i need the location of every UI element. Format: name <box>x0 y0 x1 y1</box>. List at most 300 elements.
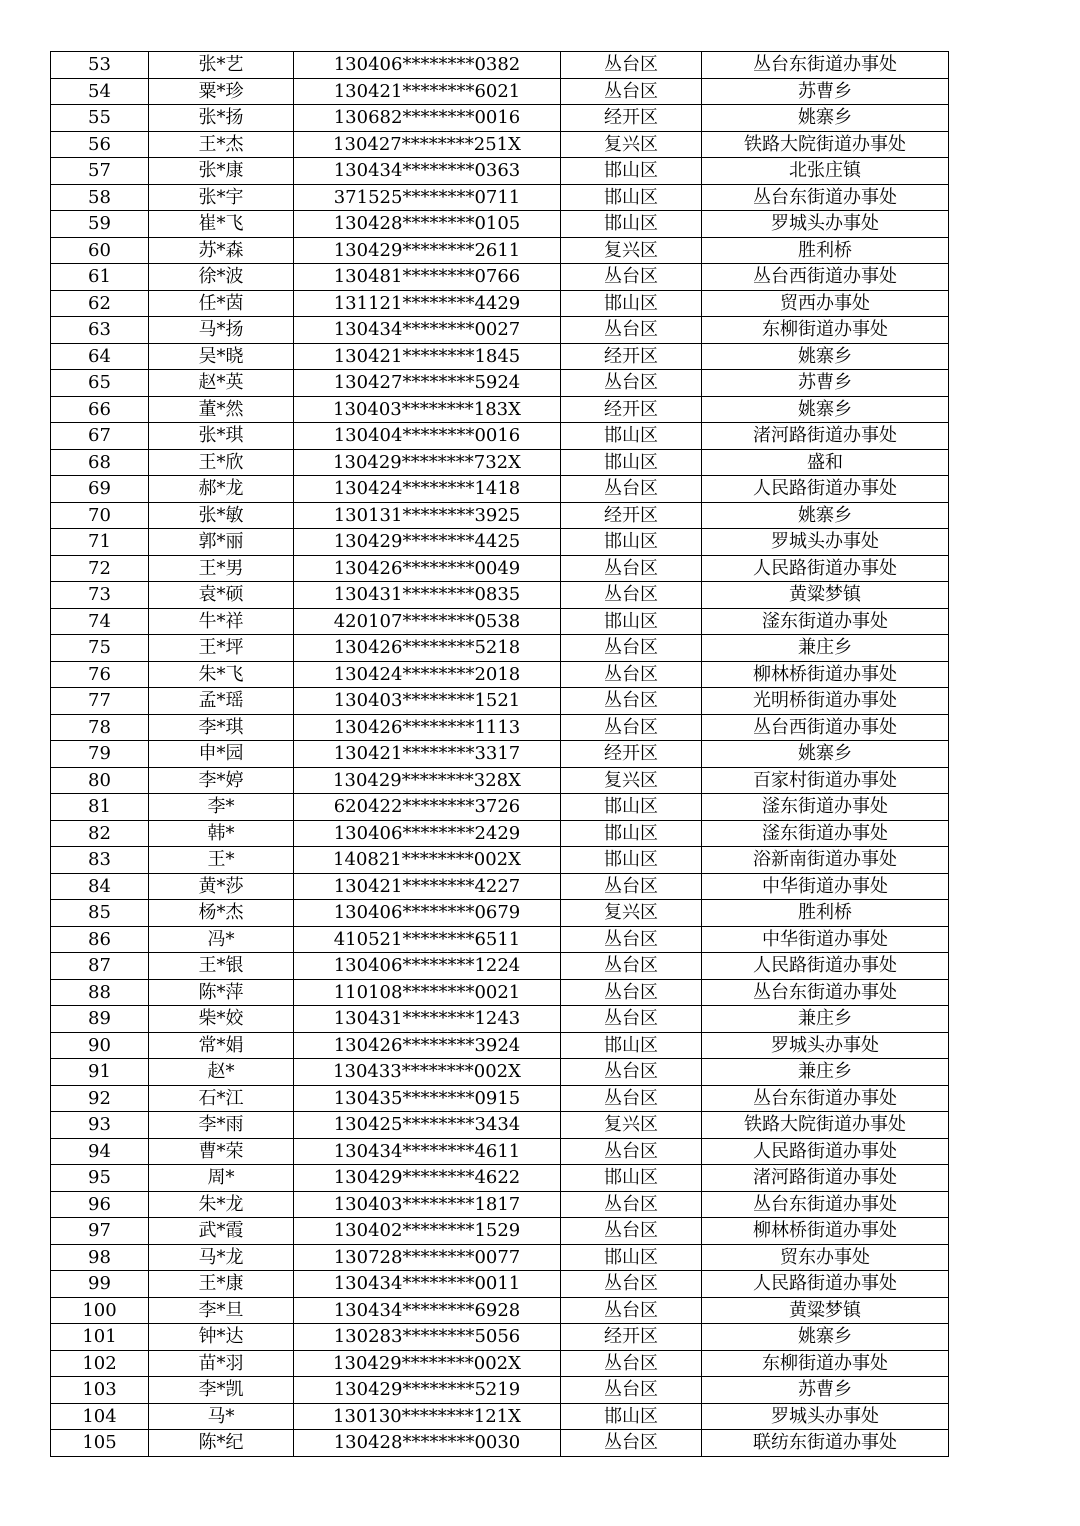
cell-district: 复兴区 <box>561 767 702 794</box>
cell-id-number: 130431********1243 <box>294 1006 561 1033</box>
cell-district: 丛台区 <box>561 264 702 291</box>
table-row <box>51 1138 949 1165</box>
cell-id-number: 130429********5219 <box>294 1377 561 1404</box>
cell-street-office: 盛和 <box>702 449 949 476</box>
table-row <box>51 873 949 900</box>
cell-id-number: 130426********1113 <box>294 714 561 741</box>
cell-id-number: 130426********0049 <box>294 555 561 582</box>
cell-id-number: 130406********1224 <box>294 953 561 980</box>
cell-name: 李*凯 <box>149 1377 294 1404</box>
cell-serial-number: 60 <box>51 237 149 264</box>
cell-name: 王*欣 <box>149 449 294 476</box>
cell-id-number: 130428********0105 <box>294 211 561 238</box>
cell-serial-number: 68 <box>51 449 149 476</box>
cell-district: 丛台区 <box>561 953 702 980</box>
cell-serial-number: 64 <box>51 343 149 370</box>
cell-name: 马*扬 <box>149 317 294 344</box>
cell-district: 邯山区 <box>561 820 702 847</box>
cell-district: 丛台区 <box>561 1006 702 1033</box>
cell-id-number: 130404********0016 <box>294 423 561 450</box>
cell-district: 丛台区 <box>561 1059 702 1086</box>
cell-name: 曹*荣 <box>149 1138 294 1165</box>
cell-district: 邯山区 <box>561 423 702 450</box>
cell-name: 武*霞 <box>149 1218 294 1245</box>
cell-street-office: 苏曹乡 <box>702 78 949 105</box>
cell-name: 黄*莎 <box>149 873 294 900</box>
cell-district: 丛台区 <box>561 926 702 953</box>
cell-id-number: 130434********6928 <box>294 1297 561 1324</box>
cell-name: 张*敏 <box>149 502 294 529</box>
cell-district: 邯山区 <box>561 1403 702 1430</box>
cell-name: 徐*波 <box>149 264 294 291</box>
cell-serial-number: 104 <box>51 1403 149 1430</box>
cell-id-number: 130424********1418 <box>294 476 561 503</box>
cell-serial-number: 61 <box>51 264 149 291</box>
cell-name: 朱*龙 <box>149 1191 294 1218</box>
table-row <box>51 131 949 158</box>
cell-street-office: 柳林桥街道办事处 <box>702 1218 949 1245</box>
table-row <box>51 264 949 291</box>
cell-name: 粟*珍 <box>149 78 294 105</box>
table-row <box>51 1244 949 1271</box>
cell-name: 马*龙 <box>149 1244 294 1271</box>
cell-serial-number: 99 <box>51 1271 149 1298</box>
cell-id-number: 620422********3726 <box>294 794 561 821</box>
cell-serial-number: 100 <box>51 1297 149 1324</box>
cell-name: 任*茵 <box>149 290 294 317</box>
cell-serial-number: 94 <box>51 1138 149 1165</box>
cell-id-number: 130403********183X <box>294 396 561 423</box>
table-row <box>51 953 949 980</box>
cell-district: 邯山区 <box>561 608 702 635</box>
cell-district: 丛台区 <box>561 1138 702 1165</box>
cell-serial-number: 71 <box>51 529 149 556</box>
cell-district: 经开区 <box>561 741 702 768</box>
table-row <box>51 423 949 450</box>
cell-district: 丛台区 <box>561 555 702 582</box>
cell-name: 张*艺 <box>149 52 294 79</box>
cell-district: 丛台区 <box>561 979 702 1006</box>
cell-district: 邯山区 <box>561 1165 702 1192</box>
table-row <box>51 979 949 1006</box>
cell-street-office: 光明桥街道办事处 <box>702 688 949 715</box>
cell-name: 冯* <box>149 926 294 953</box>
table-row <box>51 635 949 662</box>
cell-serial-number: 83 <box>51 847 149 874</box>
cell-district: 丛台区 <box>561 317 702 344</box>
table-row <box>51 78 949 105</box>
table-row <box>51 1430 949 1457</box>
cell-street-office: 中华街道办事处 <box>702 926 949 953</box>
table-row <box>51 1006 949 1033</box>
cell-district: 经开区 <box>561 502 702 529</box>
cell-name: 张*琪 <box>149 423 294 450</box>
cell-id-number: 130426********3924 <box>294 1032 561 1059</box>
cell-name: 孟*瑶 <box>149 688 294 715</box>
table-row <box>51 741 949 768</box>
cell-street-office: 贸东办事处 <box>702 1244 949 1271</box>
cell-id-number: 130403********1521 <box>294 688 561 715</box>
cell-id-number: 130131********3925 <box>294 502 561 529</box>
cell-serial-number: 69 <box>51 476 149 503</box>
cell-serial-number: 101 <box>51 1324 149 1351</box>
cell-street-office: 人民路街道办事处 <box>702 1138 949 1165</box>
table-row <box>51 900 949 927</box>
cell-name: 李*雨 <box>149 1112 294 1139</box>
cell-street-office: 东柳街道办事处 <box>702 317 949 344</box>
cell-district: 邯山区 <box>561 847 702 874</box>
cell-serial-number: 56 <box>51 131 149 158</box>
cell-street-office: 渚河路街道办事处 <box>702 1165 949 1192</box>
cell-id-number: 110108********0021 <box>294 979 561 1006</box>
cell-serial-number: 85 <box>51 900 149 927</box>
table-row <box>51 555 949 582</box>
cell-district: 复兴区 <box>561 1112 702 1139</box>
cell-serial-number: 55 <box>51 105 149 132</box>
cell-id-number: 130425********3434 <box>294 1112 561 1139</box>
cell-street-office: 北张庄镇 <box>702 158 949 185</box>
table-row <box>51 476 949 503</box>
table-row <box>51 794 949 821</box>
cell-id-number: 131121********4429 <box>294 290 561 317</box>
cell-name: 李* <box>149 794 294 821</box>
cell-street-office: 胜利桥 <box>702 900 949 927</box>
cell-id-number: 130429********732X <box>294 449 561 476</box>
cell-serial-number: 58 <box>51 184 149 211</box>
cell-district: 丛台区 <box>561 1430 702 1457</box>
cell-id-number: 130434********4611 <box>294 1138 561 1165</box>
table-row <box>51 1271 949 1298</box>
cell-district: 丛台区 <box>561 1085 702 1112</box>
cell-name: 王* <box>149 847 294 874</box>
cell-district: 经开区 <box>561 1324 702 1351</box>
cell-name: 吴*晓 <box>149 343 294 370</box>
cell-id-number: 130434********0011 <box>294 1271 561 1298</box>
table-row <box>51 926 949 953</box>
cell-name: 王*康 <box>149 1271 294 1298</box>
cell-street-office: 姚寨乡 <box>702 741 949 768</box>
cell-district: 丛台区 <box>561 370 702 397</box>
cell-name: 马* <box>149 1403 294 1430</box>
cell-name: 王*坪 <box>149 635 294 662</box>
cell-street-office: 滏东街道办事处 <box>702 820 949 847</box>
cell-serial-number: 75 <box>51 635 149 662</box>
table-row <box>51 52 949 79</box>
table-row <box>51 1059 949 1086</box>
cell-serial-number: 79 <box>51 741 149 768</box>
cell-name: 王*男 <box>149 555 294 582</box>
cell-street-office: 罗城头办事处 <box>702 211 949 238</box>
cell-street-office: 百家村街道办事处 <box>702 767 949 794</box>
cell-serial-number: 66 <box>51 396 149 423</box>
table-row <box>51 1191 949 1218</box>
cell-district: 复兴区 <box>561 131 702 158</box>
cell-name: 李*旦 <box>149 1297 294 1324</box>
cell-id-number: 130402********1529 <box>294 1218 561 1245</box>
cell-serial-number: 86 <box>51 926 149 953</box>
cell-street-office: 罗城头办事处 <box>702 1032 949 1059</box>
cell-district: 复兴区 <box>561 237 702 264</box>
cell-id-number: 130428********0030 <box>294 1430 561 1457</box>
cell-name: 赵*英 <box>149 370 294 397</box>
cell-district: 丛台区 <box>561 688 702 715</box>
cell-id-number: 130434********0027 <box>294 317 561 344</box>
cell-id-number: 130424********2018 <box>294 661 561 688</box>
table-row <box>51 158 949 185</box>
cell-name: 董*然 <box>149 396 294 423</box>
cell-name: 朱*飞 <box>149 661 294 688</box>
table-row <box>51 688 949 715</box>
table-row <box>51 237 949 264</box>
cell-serial-number: 90 <box>51 1032 149 1059</box>
cell-district: 邯山区 <box>561 290 702 317</box>
table-row <box>51 290 949 317</box>
cell-id-number: 130421********4227 <box>294 873 561 900</box>
cell-id-number: 130406********0679 <box>294 900 561 927</box>
cell-serial-number: 97 <box>51 1218 149 1245</box>
table-row <box>51 449 949 476</box>
cell-name: 韩* <box>149 820 294 847</box>
cell-street-office: 黄粱梦镇 <box>702 582 949 609</box>
cell-id-number: 140821********002X <box>294 847 561 874</box>
cell-street-office: 苏曹乡 <box>702 1377 949 1404</box>
cell-id-number: 130406********0382 <box>294 52 561 79</box>
table-row <box>51 502 949 529</box>
cell-street-office: 渚河路街道办事处 <box>702 423 949 450</box>
cell-district: 邯山区 <box>561 184 702 211</box>
cell-name: 石*江 <box>149 1085 294 1112</box>
cell-street-office: 丛台东街道办事处 <box>702 1191 949 1218</box>
cell-street-office: 浴新南街道办事处 <box>702 847 949 874</box>
cell-street-office: 中华街道办事处 <box>702 873 949 900</box>
cell-id-number: 130434********0363 <box>294 158 561 185</box>
cell-district: 丛台区 <box>561 78 702 105</box>
cell-id-number: 130130********121X <box>294 1403 561 1430</box>
cell-serial-number: 103 <box>51 1377 149 1404</box>
cell-serial-number: 63 <box>51 317 149 344</box>
cell-id-number: 130682********0016 <box>294 105 561 132</box>
cell-street-office: 姚寨乡 <box>702 343 949 370</box>
cell-serial-number: 74 <box>51 608 149 635</box>
cell-serial-number: 77 <box>51 688 149 715</box>
cell-street-office: 丛台东街道办事处 <box>702 1085 949 1112</box>
table-row <box>51 105 949 132</box>
table-row <box>51 714 949 741</box>
cell-id-number: 130421********6021 <box>294 78 561 105</box>
table-row <box>51 608 949 635</box>
cell-id-number: 130283********5056 <box>294 1324 561 1351</box>
cell-id-number: 130427********5924 <box>294 370 561 397</box>
cell-street-office: 丛台东街道办事处 <box>702 52 949 79</box>
cell-id-number: 130426********5218 <box>294 635 561 662</box>
cell-street-office: 滏东街道办事处 <box>702 794 949 821</box>
cell-name: 袁*硕 <box>149 582 294 609</box>
cell-district: 经开区 <box>561 343 702 370</box>
table-row <box>51 1085 949 1112</box>
cell-serial-number: 73 <box>51 582 149 609</box>
cell-district: 丛台区 <box>561 1218 702 1245</box>
cell-name: 李*婷 <box>149 767 294 794</box>
table-row <box>51 343 949 370</box>
cell-serial-number: 65 <box>51 370 149 397</box>
cell-street-office: 兼庄乡 <box>702 1006 949 1033</box>
cell-serial-number: 54 <box>51 78 149 105</box>
table-row <box>51 370 949 397</box>
table-row <box>51 1165 949 1192</box>
cell-street-office: 姚寨乡 <box>702 502 949 529</box>
table-row <box>51 661 949 688</box>
cell-district: 邯山区 <box>561 529 702 556</box>
table-row <box>51 1297 949 1324</box>
cell-district: 经开区 <box>561 105 702 132</box>
table-row <box>51 1112 949 1139</box>
cell-serial-number: 72 <box>51 555 149 582</box>
cell-district: 丛台区 <box>561 714 702 741</box>
table-row <box>51 317 949 344</box>
cell-id-number: 130429********328X <box>294 767 561 794</box>
cell-serial-number: 84 <box>51 873 149 900</box>
table-row <box>51 847 949 874</box>
table-row <box>51 1403 949 1430</box>
cell-serial-number: 93 <box>51 1112 149 1139</box>
cell-district: 邯山区 <box>561 1032 702 1059</box>
cell-name: 张*康 <box>149 158 294 185</box>
cell-district: 丛台区 <box>561 661 702 688</box>
table-row <box>51 1324 949 1351</box>
cell-district: 丛台区 <box>561 873 702 900</box>
cell-serial-number: 88 <box>51 979 149 1006</box>
cell-serial-number: 59 <box>51 211 149 238</box>
cell-serial-number: 78 <box>51 714 149 741</box>
cell-serial-number: 102 <box>51 1350 149 1377</box>
cell-name: 苏*森 <box>149 237 294 264</box>
cell-name: 钟*达 <box>149 1324 294 1351</box>
table-row <box>51 582 949 609</box>
cell-id-number: 130433********002X <box>294 1059 561 1086</box>
cell-id-number: 371525********0711 <box>294 184 561 211</box>
cell-street-office: 东柳街道办事处 <box>702 1350 949 1377</box>
cell-street-office: 柳林桥街道办事处 <box>702 661 949 688</box>
table-row <box>51 184 949 211</box>
cell-district: 邯山区 <box>561 158 702 185</box>
table-row <box>51 767 949 794</box>
roster-table-body <box>51 52 949 1457</box>
cell-name: 王*杰 <box>149 131 294 158</box>
cell-street-office: 姚寨乡 <box>702 396 949 423</box>
cell-serial-number: 76 <box>51 661 149 688</box>
table-row <box>51 1032 949 1059</box>
cell-name: 张*宇 <box>149 184 294 211</box>
cell-id-number: 130406********2429 <box>294 820 561 847</box>
cell-street-office: 丛台东街道办事处 <box>702 184 949 211</box>
cell-street-office: 人民路街道办事处 <box>702 555 949 582</box>
table-row <box>51 1218 949 1245</box>
cell-street-office: 胜利桥 <box>702 237 949 264</box>
cell-street-office: 联纺东街道办事处 <box>702 1430 949 1457</box>
cell-serial-number: 87 <box>51 953 149 980</box>
cell-id-number: 130431********0835 <box>294 582 561 609</box>
cell-id-number: 130728********0077 <box>294 1244 561 1271</box>
cell-name: 崔*飞 <box>149 211 294 238</box>
cell-district: 邯山区 <box>561 211 702 238</box>
cell-district: 邯山区 <box>561 794 702 821</box>
cell-serial-number: 91 <box>51 1059 149 1086</box>
cell-name: 郭*丽 <box>149 529 294 556</box>
cell-id-number: 130403********1817 <box>294 1191 561 1218</box>
cell-street-office: 丛台西街道办事处 <box>702 264 949 291</box>
cell-id-number: 130435********0915 <box>294 1085 561 1112</box>
cell-id-number: 130481********0766 <box>294 264 561 291</box>
cell-district: 丛台区 <box>561 52 702 79</box>
cell-district: 丛台区 <box>561 1297 702 1324</box>
cell-street-office: 人民路街道办事处 <box>702 476 949 503</box>
cell-id-number: 130429********2611 <box>294 237 561 264</box>
cell-street-office: 姚寨乡 <box>702 1324 949 1351</box>
cell-id-number: 130429********4425 <box>294 529 561 556</box>
cell-district: 经开区 <box>561 396 702 423</box>
cell-name: 申*园 <box>149 741 294 768</box>
table-row <box>51 529 949 556</box>
cell-id-number: 130427********251X <box>294 131 561 158</box>
cell-district: 丛台区 <box>561 1350 702 1377</box>
cell-serial-number: 96 <box>51 1191 149 1218</box>
cell-id-number: 130421********1845 <box>294 343 561 370</box>
cell-name: 柴*姣 <box>149 1006 294 1033</box>
cell-serial-number: 62 <box>51 290 149 317</box>
cell-name: 郝*龙 <box>149 476 294 503</box>
table-row <box>51 211 949 238</box>
cell-id-number: 130429********002X <box>294 1350 561 1377</box>
cell-district: 邯山区 <box>561 449 702 476</box>
cell-district: 丛台区 <box>561 635 702 662</box>
cell-street-office: 人民路街道办事处 <box>702 953 949 980</box>
cell-street-office: 苏曹乡 <box>702 370 949 397</box>
roster-table <box>50 51 949 1457</box>
cell-serial-number: 82 <box>51 820 149 847</box>
cell-street-office: 罗城头办事处 <box>702 1403 949 1430</box>
cell-district: 丛台区 <box>561 1271 702 1298</box>
cell-id-number: 130429********4622 <box>294 1165 561 1192</box>
cell-name: 常*娟 <box>149 1032 294 1059</box>
cell-street-office: 兼庄乡 <box>702 635 949 662</box>
cell-street-office: 贸西办事处 <box>702 290 949 317</box>
cell-district: 丛台区 <box>561 476 702 503</box>
cell-district: 复兴区 <box>561 900 702 927</box>
cell-serial-number: 80 <box>51 767 149 794</box>
cell-street-office: 滏东街道办事处 <box>702 608 949 635</box>
cell-district: 丛台区 <box>561 582 702 609</box>
cell-serial-number: 98 <box>51 1244 149 1271</box>
cell-id-number: 410521********6511 <box>294 926 561 953</box>
cell-name: 牛*祥 <box>149 608 294 635</box>
cell-serial-number: 70 <box>51 502 149 529</box>
cell-street-office: 铁路大院街道办事处 <box>702 1112 949 1139</box>
cell-serial-number: 81 <box>51 794 149 821</box>
table-row <box>51 396 949 423</box>
cell-street-office: 人民路街道办事处 <box>702 1271 949 1298</box>
cell-district: 丛台区 <box>561 1191 702 1218</box>
cell-name: 苗*羽 <box>149 1350 294 1377</box>
cell-district: 邯山区 <box>561 1244 702 1271</box>
table-row <box>51 820 949 847</box>
cell-name: 杨*杰 <box>149 900 294 927</box>
cell-name: 陈*萍 <box>149 979 294 1006</box>
cell-street-office: 罗城头办事处 <box>702 529 949 556</box>
cell-serial-number: 67 <box>51 423 149 450</box>
cell-serial-number: 95 <box>51 1165 149 1192</box>
cell-name: 张*扬 <box>149 105 294 132</box>
cell-serial-number: 89 <box>51 1006 149 1033</box>
